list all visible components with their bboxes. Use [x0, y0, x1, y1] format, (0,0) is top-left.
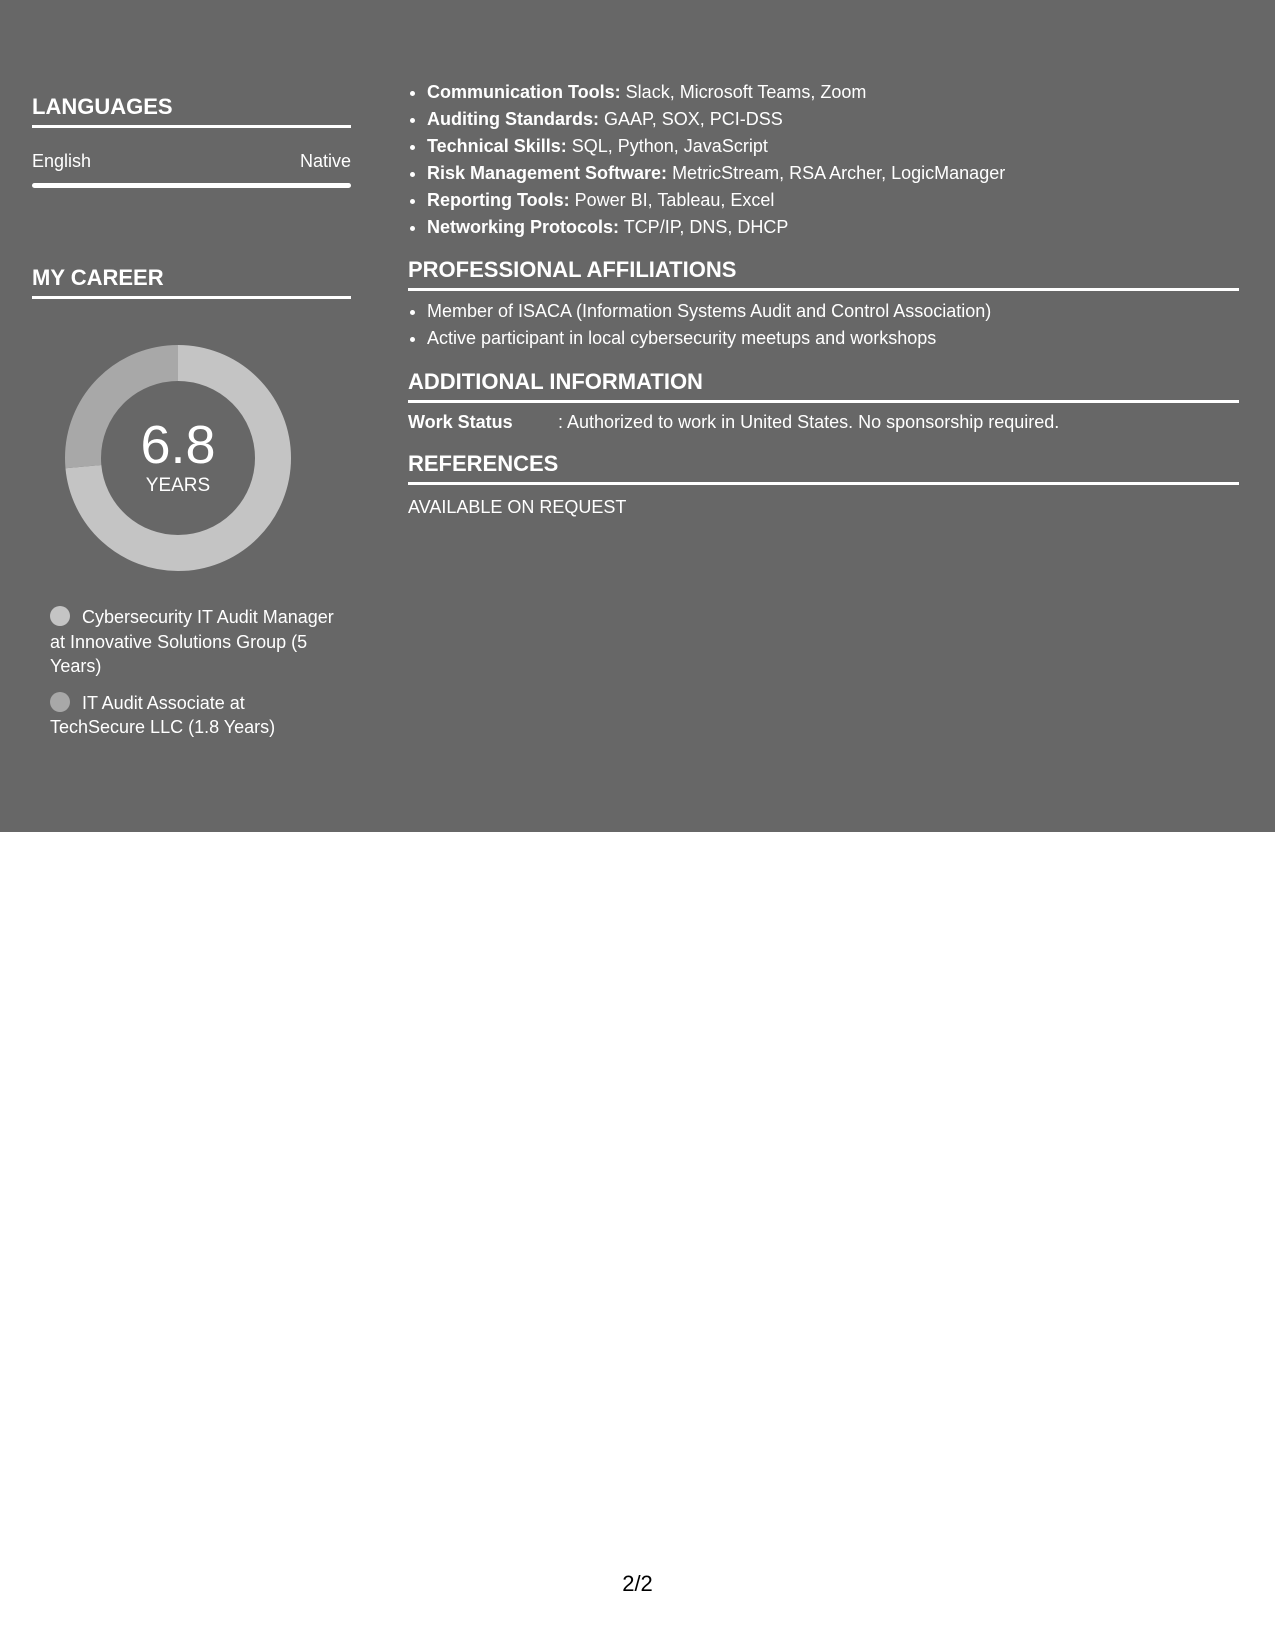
skill-item	[427, 160, 1258, 187]
language-level: Native	[299, 151, 351, 171]
language-name: English	[32, 151, 92, 171]
skill-label: Technical Skills:	[427, 136, 567, 156]
affiliations-heading: PROFESSIONAL AFFILIATIONS	[408, 257, 1239, 291]
total-years-unit: YEARS	[145, 475, 211, 496]
skill-value: GAAP, SOX, PCI-DSS	[599, 109, 783, 129]
additional-info-heading: ADDITIONAL INFORMATION	[408, 369, 1239, 403]
skill-item	[427, 133, 1258, 160]
skill-value: MetricStream, RSA Archer, LogicManager	[667, 163, 1006, 183]
work-status-value: : Authorized to work in United States. No sponsorship required.	[558, 412, 1060, 432]
language-row	[32, 149, 351, 173]
skill-label: Reporting Tools:	[427, 190, 570, 210]
skill-label: Risk Management Software:	[427, 163, 668, 183]
donut-center	[65, 345, 291, 571]
skill-label: Networking Protocols:	[427, 217, 620, 237]
affiliation-item: • Member of ISACA (Information Systems Audit and Control Association)	[427, 298, 1258, 325]
legend-item-innovative-solutions	[50, 605, 340, 679]
legend-label: Cybersecurity IT Audit Manager at Innovative Solutions Group (5 Years)	[50, 607, 334, 676]
legend-label: IT Audit Associate at TechSecure LLC (1.8 Years)	[50, 692, 276, 737]
legend-dot-icon	[50, 606, 70, 626]
skill-value: TCP/IP, DNS, DHCP	[619, 217, 789, 237]
affiliations-list	[408, 298, 1258, 352]
career-legend	[50, 605, 340, 752]
work-status-row	[408, 409, 1059, 435]
legend-dot-icon	[50, 692, 70, 712]
affiliation-item: • Active participant in local cybersecurity meetups and workshops	[427, 325, 1258, 352]
skill-value: Power BI, Tableau, Excel	[569, 190, 775, 210]
total-years-value: 6.8	[140, 415, 216, 475]
skill-item	[427, 214, 1258, 241]
references-heading: REFERENCES	[408, 451, 1239, 485]
skill-value: Slack, Microsoft Teams, Zoom	[620, 82, 867, 102]
legend-item-techsecure	[50, 691, 340, 740]
skills-list	[408, 79, 1258, 241]
skill-label: Auditing Standards:	[427, 109, 599, 129]
skill-label: Communication Tools:	[427, 82, 621, 102]
career-heading: MY CAREER	[32, 265, 351, 299]
references-text: AVAILABLE ON REQUEST	[408, 497, 627, 517]
languages-heading: LANGUAGES	[32, 94, 351, 128]
skill-item	[427, 187, 1258, 214]
work-status-label: Work Status	[408, 412, 513, 432]
career-donut-chart	[65, 345, 291, 571]
skill-value: SQL, Python, JavaScript	[566, 136, 768, 156]
language-level-bar	[32, 183, 351, 188]
skill-item	[427, 79, 1258, 106]
page-number: 2/2	[622, 1571, 653, 1596]
skill-item	[427, 106, 1258, 133]
